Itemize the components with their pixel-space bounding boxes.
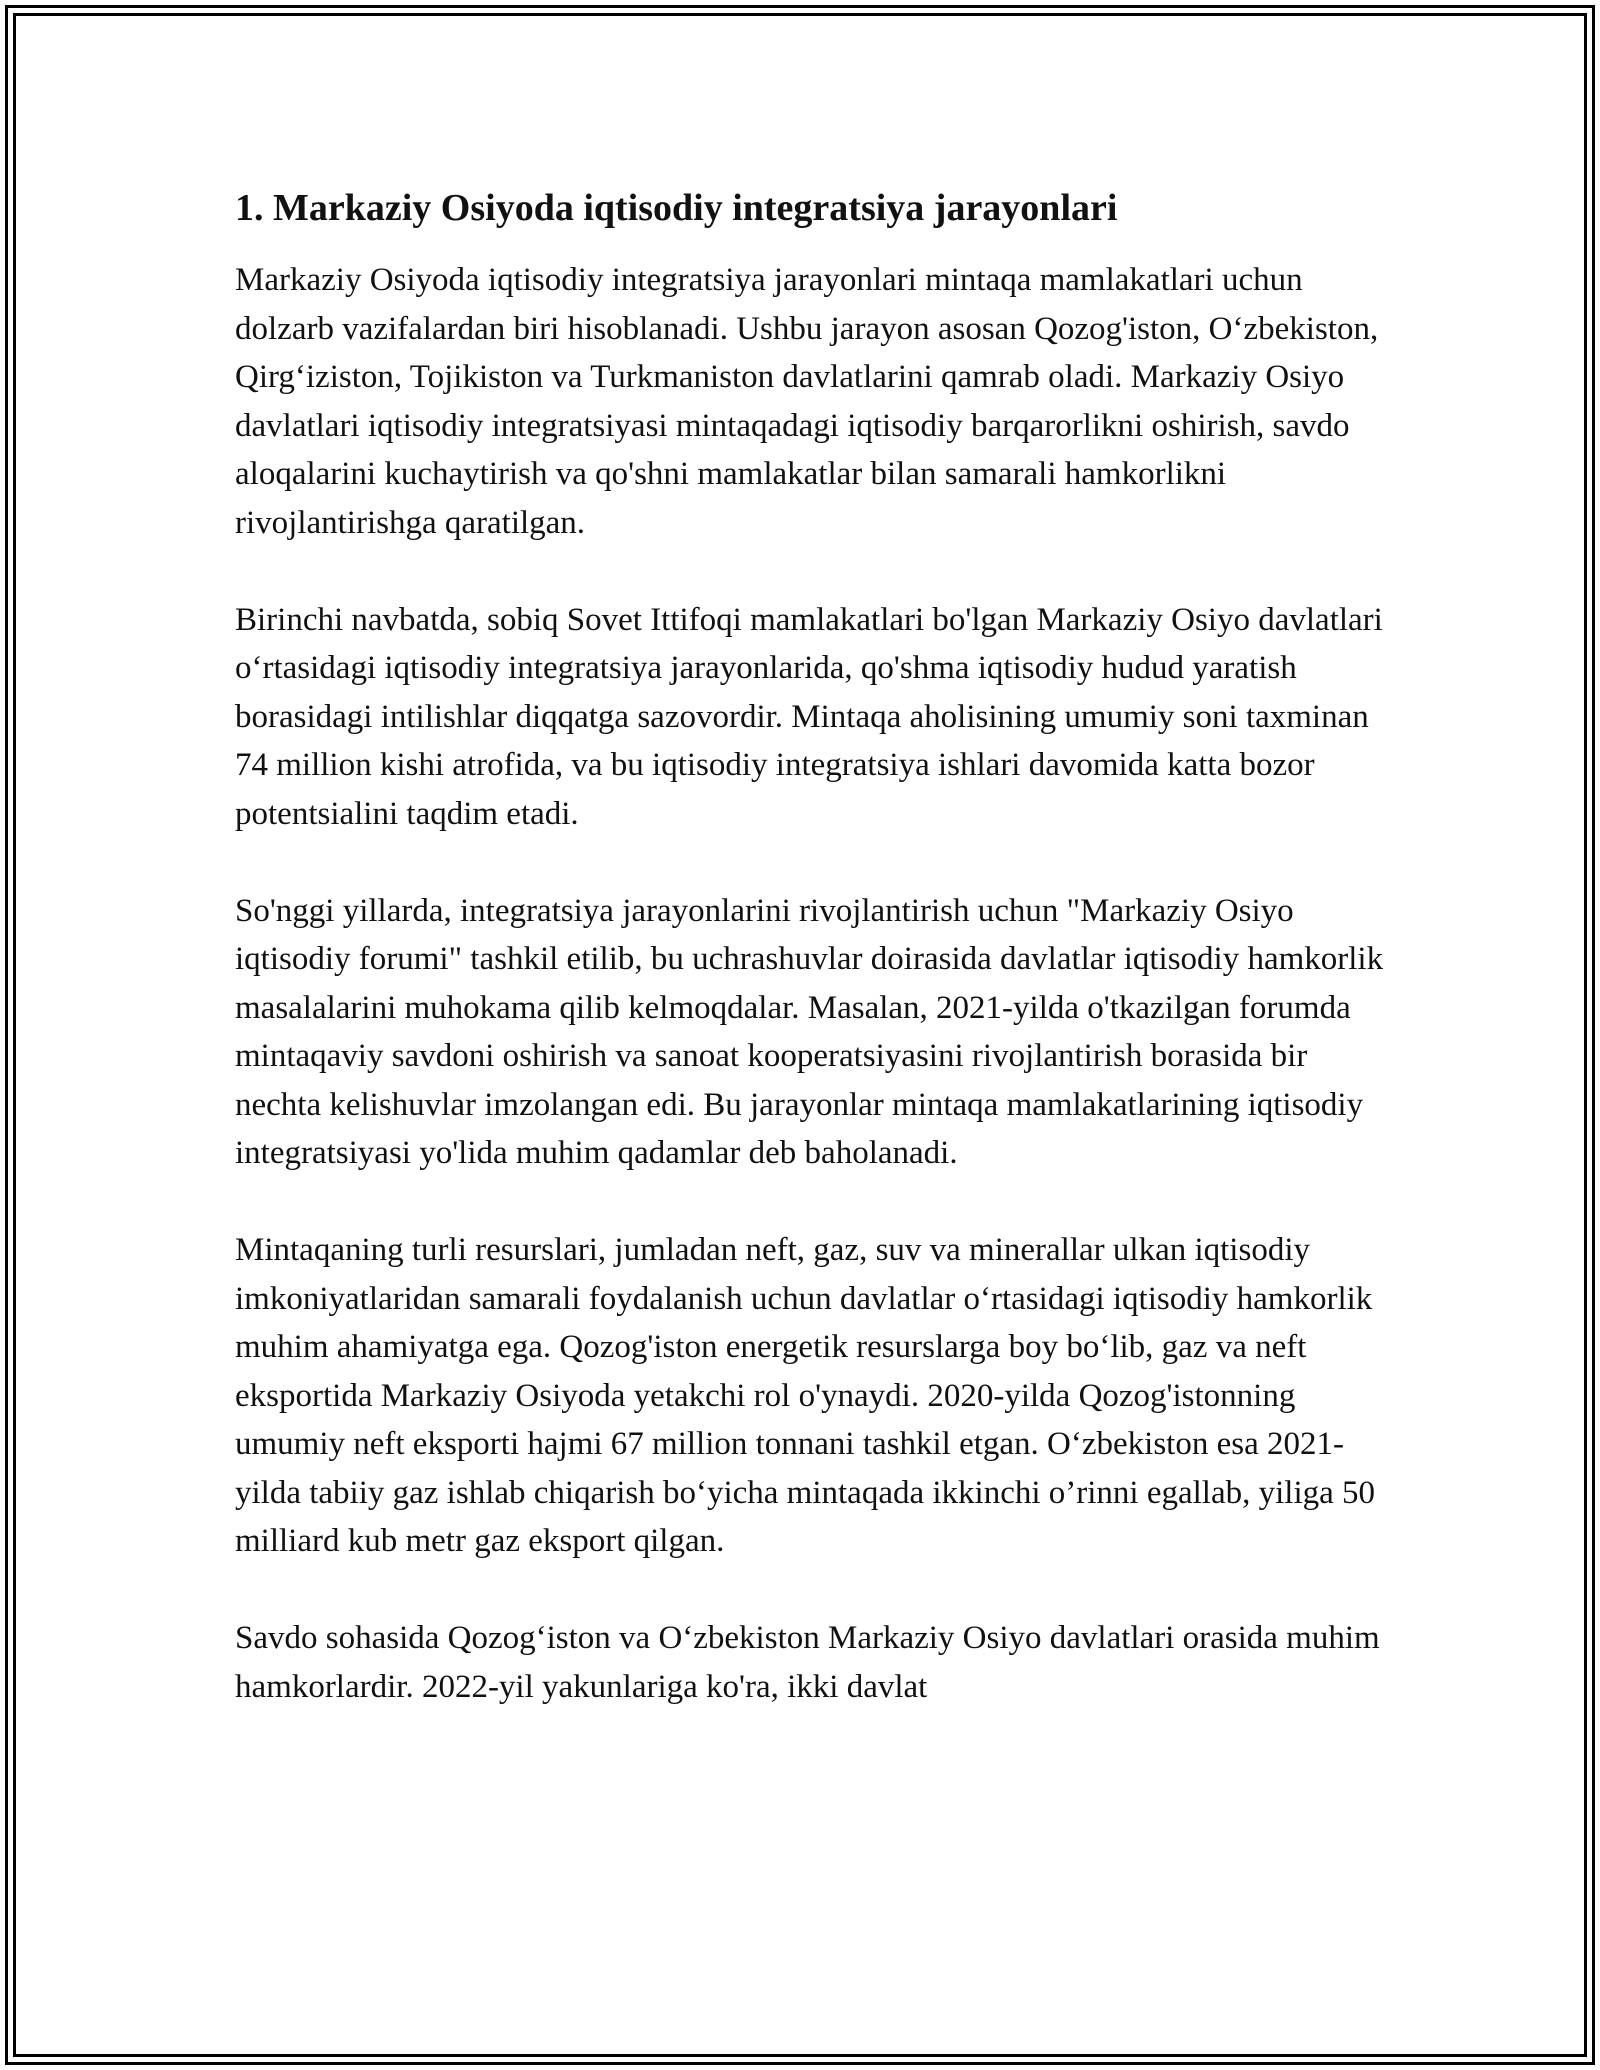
section-heading: 1. Markaziy Osiyoda iqtisodiy integratsiya jarayonlari	[235, 187, 1118, 229]
paragraph-1: Markaziy Osiyoda iqtisodiy integratsiya jarayonlari mintaqa mamlakatlari uchun dolzarb vazifalardan biri hisoblanadi. Ushbu jarayon asosan Qozog'iston, O‘zbekiston, Qirg‘iziston, Tojikiston va Turkmaniston davlatlarini qamrab oladi. Markaziy Osiyo davlatlari iqtisodiy integratsiyasi mintaqadagi iqtisodiy barqarorlikni oshirish, savdo aloqalarini kuchaytirish va qo'shni mamlakatlar bilan samarali hamkorlikni rivojlantirishga qaratilgan.	[235, 262, 1379, 541]
paragraph-3: So'nggi yillarda, integratsiya jarayonlarini rivojlantirish uchun "Markaziy Osiyo iqtisodiy forumi" tashkil etilib, bu uchrashuvlar doirasida davlatlar iqtisodiy hamkorlik masalalarini muhokama qilib kelmoqdalar. Masalan, 2021-yilda o'tkazilgan forumda mintaqaviy savdoni oshirish va sanoat kooperatsiyasini rivojlantirish borasida bir nechta kelishuvlar imzolangan edi. Bu jarayonlar mintaqa mamlakatlarining iqtisodiy integratsiyasi yo'lida muhim qadamlar deb baholanadi.	[235, 892, 1384, 1171]
document-body	[235, 185, 1385, 1760]
paragraph-4: Mintaqaning turli resurslari, jumladan neft, gaz, suv va minerallar ulkan iqtisodiy imkoniyatlaridan samarali foydalanish uchun davlatlar o‘rtasidagi iqtisodiy hamkorlik muhim ahamiyatga ega. Qozog'iston energetik resurslarga boy bo‘lib, gaz va neft eksportida Markaziy Osiyoda yetakchi rol o'ynaydi. 2020-yilda Qozog'istonning umumiy neft eksporti hajmi 67 million tonnani tashkil etgan. O‘zbekiston esa 2021-yilda tabiiy gaz ishlab chiqarish bo‘yicha mintaqada ikkinchi o’rinni egallab, yiliga 50 milliard kub metr gaz eksport qilgan.	[235, 1232, 1376, 1559]
paragraph-5: Savdo sohasida Qozog‘iston va O‘zbekiston Markaziy Osiyo davlatlari orasida muhim hamkorlardir. 2022-yil yakunlariga ko'ra, ikki davlat	[235, 1620, 1380, 1705]
paragraph-2: Birinchi navbatda, sobiq Sovet Ittifoqi mamlakatlari bo'lgan Markaziy Osiyo davlatlari o‘rtasidagi iqtisodiy integratsiya jarayonlarida, qo'shma iqtisodiy hudud yaratish borasidagi intilishlar diqqatga sazovordir. Mintaqa aholisining umumiy soni taxminan 74 million kishi atrofida, va bu iqtisodiy integratsiya ishlari davomida katta bozor potentsialini taqdim etadi.	[235, 601, 1383, 832]
